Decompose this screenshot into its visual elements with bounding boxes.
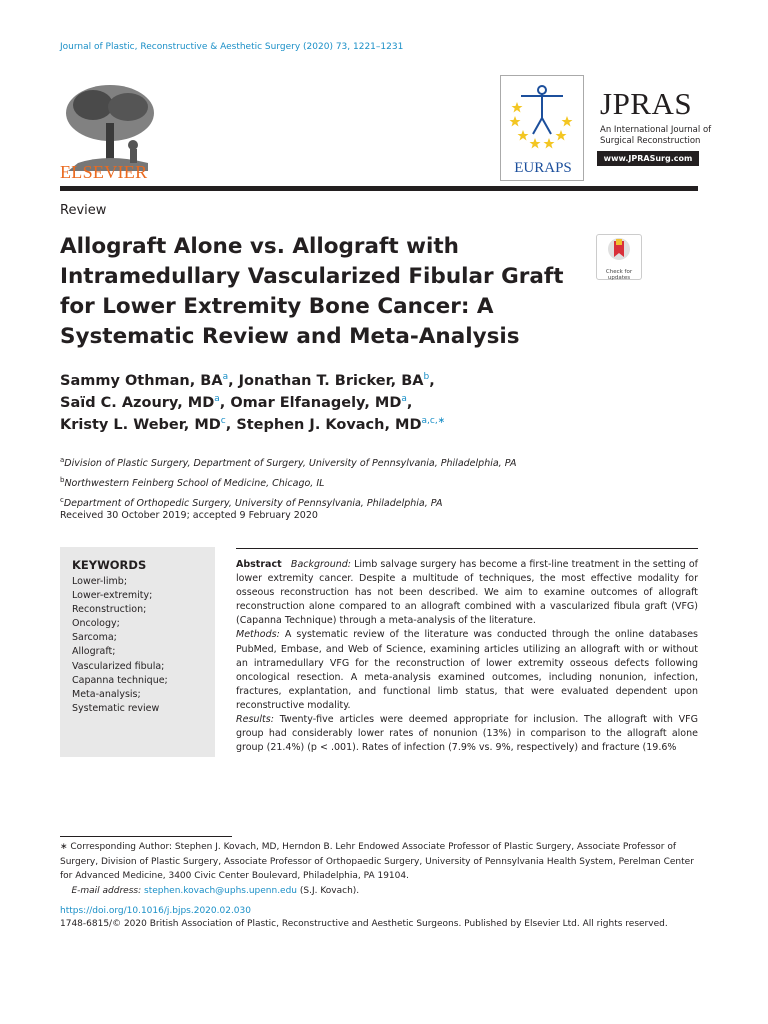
- check-for-updates-label: Check for updates: [605, 269, 633, 281]
- abstract-label: Abstract: [236, 559, 282, 570]
- author-line-3: [60, 410, 445, 436]
- article-type: Review: [60, 203, 107, 218]
- abstract-body: [236, 558, 698, 755]
- author-name: Sammy Othman, BA: [60, 372, 223, 389]
- jpras-subtitle-line1: An International Journal of: [600, 125, 712, 135]
- keywords-heading: KEYWORDS: [72, 558, 147, 572]
- doi-link[interactable]: https://doi.org/10.1016/j.bjps.2020.02.030: [60, 906, 251, 916]
- keyword-item: Oncology;: [72, 618, 120, 630]
- keyword-item: Lower-limb;: [72, 576, 128, 587]
- background-text: Limb salvage surgery has become a first-line treatment in the setting of lower extremity cancer. Despite a multitude of techniques, the most effective modality for osseous reconstruction has not been described. We aim to examine outcomes of allograft reconstruction alone compared to an allograft combined with a vascularized fibula graft (VFG) (Capanna Technique) through a meta-analysis of the literature.: [236, 559, 698, 627]
- corresponding-author-note: [60, 840, 698, 898]
- header-divider: [60, 186, 698, 191]
- journal-citation-link[interactable]: Journal of Plastic, Reconstructive & Aesthetic Surgery (2020) 73, 1221–1231: [60, 42, 404, 52]
- author-name: Jonathan T. Bricker, BA: [238, 372, 424, 389]
- affiliation-marker: c: [60, 496, 64, 505]
- email-label: E-mail address:: [71, 885, 142, 896]
- keyword-item: Lower-extremity;: [72, 590, 153, 602]
- affiliation-marker: a: [60, 456, 65, 464]
- methods-label: Methods:: [236, 629, 280, 641]
- background-label: Background:: [290, 559, 352, 570]
- author-affiliation-marker[interactable]: a: [214, 394, 220, 404]
- methods-text: A systematic review of the literature was conducted through the online databases PubMed, Embase, and Web of Science, examining articles utilizing an allograft with or without an intramedullary VFG for the reconstruction of lower extremity osseous defects following oncological resection. A meta-analysis examined outcomes, including nonunion, infection, fractures, explantation, and functional limb status, that were evaluated dependent upon reconstructive modality.: [236, 629, 699, 711]
- bookmark-icon: [597, 235, 641, 265]
- keyword-item: Sarcoma;: [72, 632, 117, 644]
- author-separator: ,: [429, 372, 435, 389]
- keyword-item: Systematic review: [72, 702, 160, 714]
- euraps-wordmark: EURAPS: [514, 160, 572, 176]
- author-affiliation-marker[interactable]: c: [220, 416, 226, 426]
- affiliation-text: Division of Plastic Surgery, Department of Surgery, University of Pennsylvania, Philadelphia, PA: [64, 458, 517, 470]
- footnote-divider: [60, 836, 232, 837]
- author-affiliation-marker[interactable]: a: [222, 372, 229, 382]
- affiliation-marker: b: [60, 476, 65, 485]
- article-title: Allograft Alone vs. Allograft with Intramedullary Vascularized Fibular Graft for Lower Extremity Bone Cancer: A Systematic Review and Meta-Analysis: [60, 234, 564, 349]
- author-separator: ,: [228, 372, 239, 389]
- keyword-item: Allograft;: [72, 646, 116, 658]
- affiliations: [60, 452, 516, 512]
- affiliation-item: [60, 472, 516, 492]
- author-affiliation-marker[interactable]: b: [423, 372, 430, 382]
- keyword-item: Capanna technique;: [72, 674, 168, 686]
- author-affiliation-marker[interactable]: a: [401, 394, 407, 404]
- keyword-item: Reconstruction;: [72, 604, 147, 616]
- jpras-title: JPRAS: [600, 86, 693, 121]
- jpras-url-link[interactable]: www.JPRASurg.com: [597, 151, 699, 166]
- keyword-item: Vascularized fibula;: [72, 660, 165, 672]
- email-link[interactable]: stephen.kovach@uphs.upenn.edu: [144, 885, 298, 896]
- check-for-updates-button[interactable]: [596, 234, 642, 280]
- author-separator: ,: [219, 394, 231, 411]
- elsevier-wordmark: ELSEVIER: [60, 162, 148, 182]
- copyright-notice: 1748-6815/© 2020 British Association of Plastic, Reconstructive and Aesthetic Surgeons. Published by Elsevier Ltd. All rights reserved.: [60, 919, 668, 929]
- jpras-subtitle-line2: Surgical Reconstruction: [600, 136, 701, 146]
- results-label: Results:: [236, 714, 274, 726]
- keywords-list: [72, 575, 168, 716]
- author-name: Kristy L. Weber, MD: [60, 416, 221, 433]
- author-name: Saïd C. Azoury, MD: [60, 394, 215, 411]
- author-name: Stephen J. Kovach, MD: [236, 416, 422, 433]
- author-separator: ,: [225, 416, 237, 433]
- euraps-figure-icon: [501, 76, 583, 156]
- affiliation-text: Northwestern Feinberg School of Medicine, Chicago, IL: [64, 478, 325, 490]
- author-separator: ,: [406, 394, 413, 411]
- email-suffix: (S.J. Kovach).: [297, 885, 360, 896]
- keyword-item: Meta-analysis;: [72, 688, 141, 700]
- corresponding-author-text: ∗ Corresponding Author: Stephen J. Kovach, MD, Herndon B. Lehr Endowed Associate Professor of Plastic Surgery, Associate Professor of Surgery, Division of Plastic Surgery, Associate Professor of Orthopaedic Surgery, University of Pennsylvania Health System, Perelman Center for Advanced Medicine, 3400 Civic Center Boulevard, Philadelphia, PA 19104.: [60, 842, 694, 881]
- affiliation-text: Department of Orthopedic Surgery, University of Pennsylvania, Philadelphia, PA: [63, 498, 443, 510]
- received-dates: Received 30 October 2019; accepted 9 February 2020: [60, 510, 318, 521]
- author-name: Omar Elfanagely, MD: [230, 394, 402, 411]
- abstract-divider: [236, 548, 698, 549]
- author-affiliation-marker[interactable]: a,c,∗: [421, 416, 446, 426]
- affiliation-item: [60, 452, 516, 472]
- results-text: Twenty-five articles were deemed appropriate for inclusion. The allograft with VFG group had considerably lower rates of nonunion (13%) in comparison to the allograft alone group (21.4%) (p < .001). Rates of infection (7.9% vs. 9%, respectively) and fracture (19.6%: [236, 714, 698, 754]
